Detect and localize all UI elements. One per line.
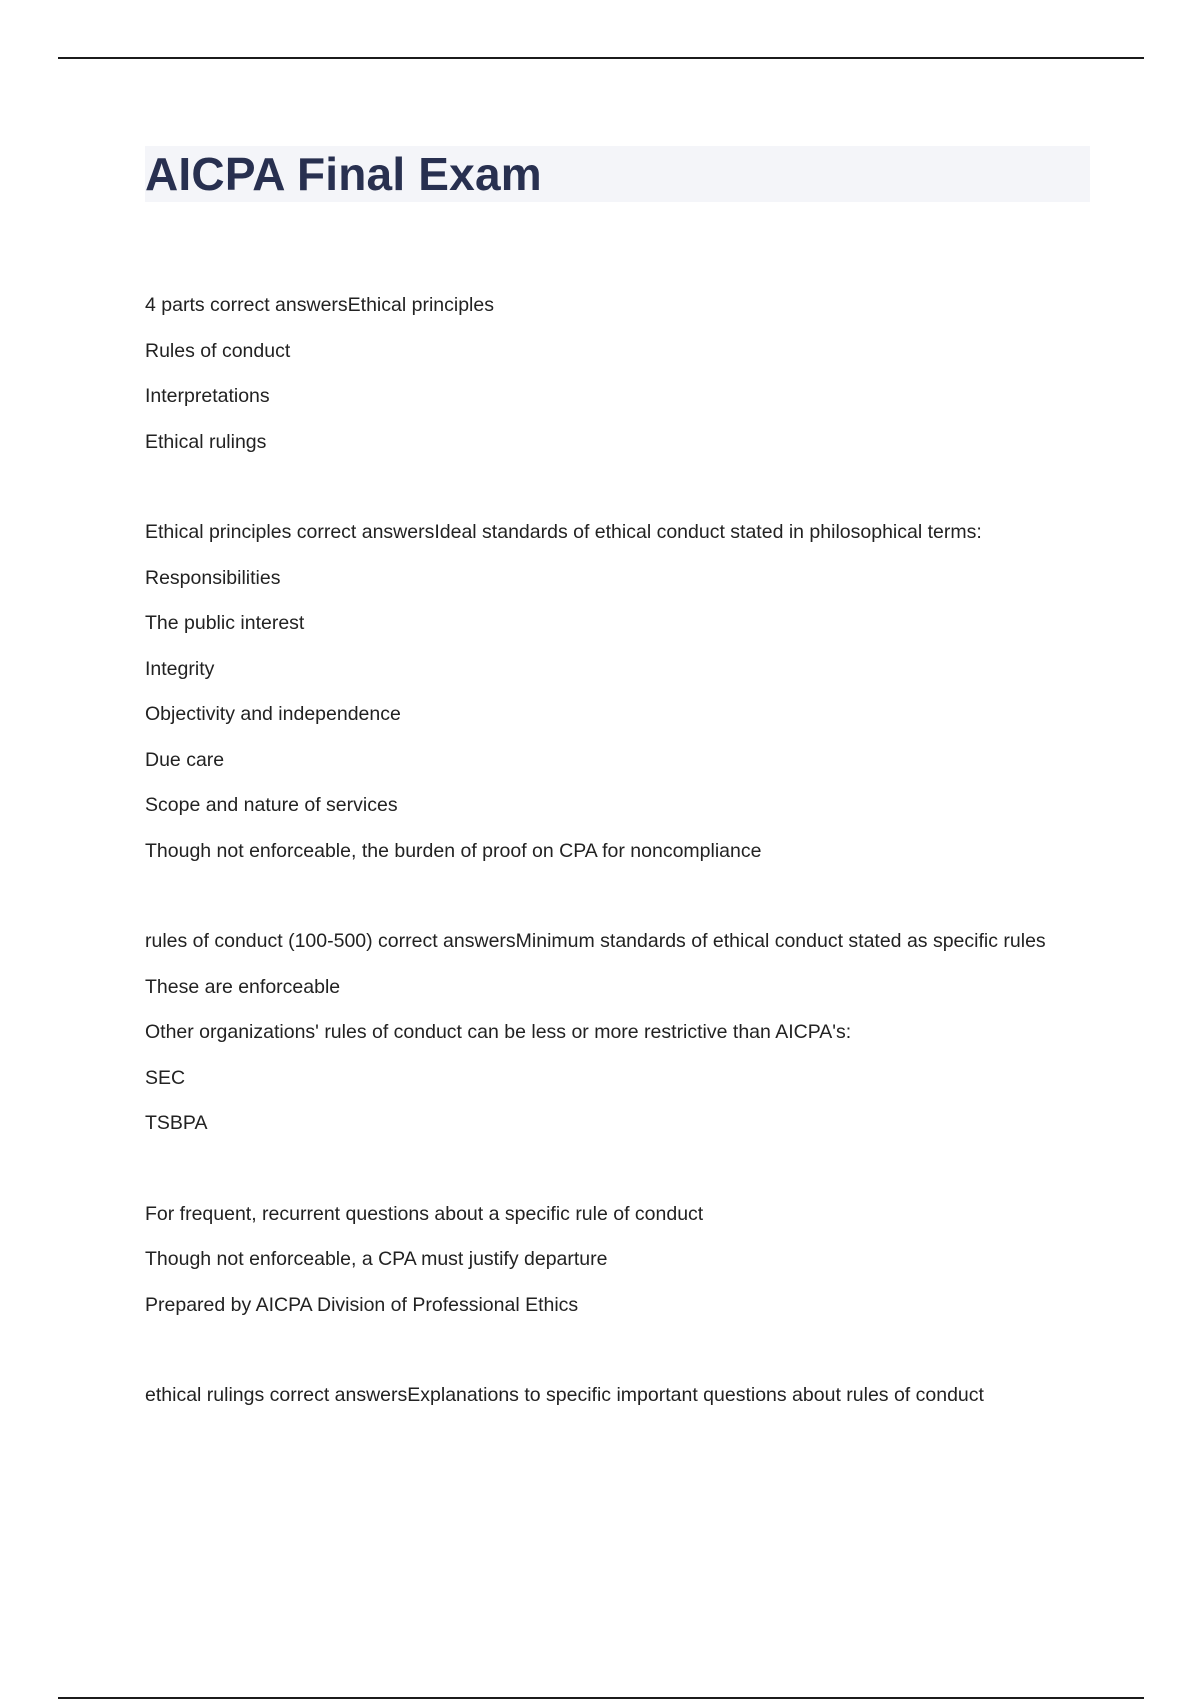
text-line: For frequent, recurrent questions about a specific rule of conduct [145, 1202, 704, 1225]
document-body [145, 283, 1145, 1464]
qa-block [145, 510, 1145, 874]
top-rule [58, 57, 1144, 59]
text-line: The public interest [145, 612, 305, 634]
text-line: Ethical principles correct answersIdeal standards of ethical conduct stated in philosophical terms: [145, 521, 982, 543]
text-line: rules of conduct (100-500) correct answersMinimum standards of ethical conduct stated as specific rules [145, 930, 1046, 952]
text-line: Though not enforceable, the burden of proof on CPA for noncompliance [145, 839, 762, 862]
text-line: ethical rulings correct answersExplanations to specific important questions about rules of conduct [145, 1384, 984, 1406]
text-line: Responsibilities [145, 566, 281, 589]
qa-block [145, 1373, 1145, 1419]
text-line: Due care [145, 748, 225, 771]
text-line: Other organizations' rules of conduct can be less or more restrictive than AICPA's: [145, 1021, 852, 1043]
text-line: These are enforceable [145, 975, 341, 998]
text-line: Integrity [145, 657, 215, 680]
text-line: Scope and nature of services [145, 794, 398, 816]
text-line: Rules of conduct [145, 339, 291, 362]
page-title: AICPA Final Exam [145, 148, 542, 200]
text-line: 4 parts correct answersEthical principles [145, 294, 494, 316]
text-line: Ethical rulings [145, 430, 267, 453]
bottom-rule [58, 1697, 1144, 1699]
text-line: TSBPA [145, 1112, 208, 1134]
text-line: Objectivity and independence [145, 703, 401, 725]
text-line: Interpretations [145, 385, 270, 407]
qa-block [145, 919, 1145, 1147]
qa-block [145, 283, 1145, 465]
text-line: Prepared by AICPA Division of Professional Ethics [145, 1293, 579, 1316]
qa-block [145, 1192, 1145, 1329]
text-line: SEC [145, 1066, 186, 1089]
text-line: Though not enforceable, a CPA must justify departure [145, 1248, 608, 1270]
